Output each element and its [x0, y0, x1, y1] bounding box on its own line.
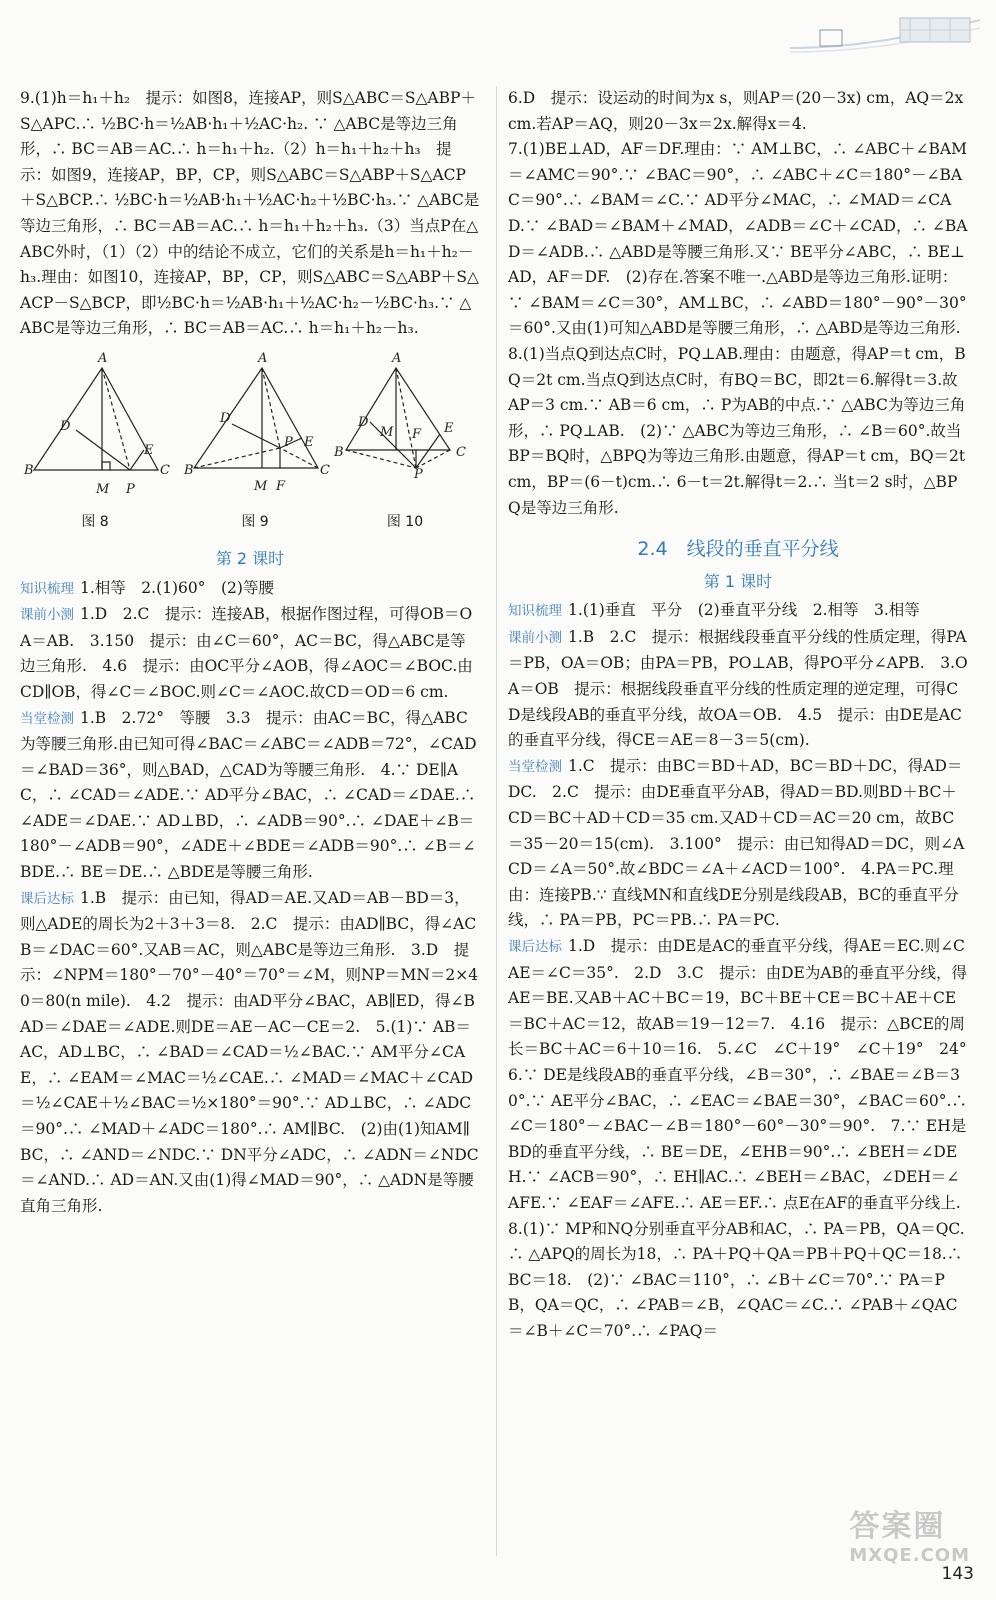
section-title: 2.4 线段的垂直平分线 [637, 538, 839, 561]
svg-text:M: M [380, 424, 394, 440]
tag-pre-quiz: 课前小测 [508, 629, 562, 646]
figure-10 [330, 350, 480, 536]
left-column [20, 86, 480, 1219]
svg-text:E: E [144, 442, 154, 458]
svg-text:D: D [60, 418, 71, 434]
svg-text:E: E [444, 420, 454, 436]
svg-text:P: P [284, 434, 293, 450]
tag-class-check: 当堂检测 [20, 710, 74, 727]
column-divider [496, 86, 497, 1556]
svg-text:D: D [358, 414, 369, 430]
svg-text:B: B [184, 462, 194, 478]
watermark [849, 1501, 970, 1566]
tag-knowledge: 知识梳理 [20, 580, 74, 597]
tag-homework: 课后达标 [20, 890, 74, 907]
svg-text:P: P [126, 481, 135, 497]
svg-text:M: M [96, 481, 110, 497]
svg-text:A: A [98, 350, 108, 366]
class-check-answers: 1.B 2.72° 等腰 3.3 提示：由AC＝BC，得△ABC为等腰三角形.由已知可得∠BAC＝∠ABC＝∠ADB＝72°，∠CAD＝∠BAD＝36°，则△BAD，△CAD为等腰三角形. 4.∵ DE∥AC，∴ ∠CAD＝∠ADE.∵ AD平分∠BAC，∴ ∠CAD＝∠DAE.∴ ∠ADE＝∠DAE.∵ AD⊥BD，∴ ∠ADB＝90°.∴ ∠DAE＋∠B＝180°－∠ADB＝90°，∠ADE＋∠BDE＝∠ADB＝90°.∴ ∠B＝∠BDE.∴ BE＝DE.∴ △BDE是等腰三角形. [20, 708, 477, 882]
pre-quiz-answers: 1.D 2.C 提示：连接AB，根据作图过程，可得OB＝OA＝AB. 3.150 提示：由∠C＝60°，AC＝BC，得△ABC是等边三角形. 4.6 提示：由OC平分∠AOB，得∠AOC＝∠BOC.由CD∥OB，得∠C＝∠BOC.则∠C＝∠AOC.故CD＝OD＝6 cm. [20, 605, 473, 701]
knowledge-answers: 1.(1)垂直 平分 (2)垂直平分线 2.相等 3.相等 [568, 601, 920, 620]
svg-text:M: M [254, 478, 268, 494]
svg-text:B: B [24, 462, 34, 478]
tag-class-check: 当堂检测 [508, 758, 562, 775]
header-decoration [790, 8, 980, 58]
class-check-answers: 1.C 提示：由BC＝BD＋AD，BC＝BD＋DC，得AD＝DC. 2.C 提示：由DE垂直平分AB，得AD＝BD.则BD＋BC＋CD＝BC＋AD＋CD＝35 cm.又AD＋CD＝AC＝20 cm，故BC＝35－20＝15(cm). 3.100° 提示：由已知得AD＝DC，则∠ACD＝∠A＝50°.故∠BDC＝∠A＋∠ACD＝100°. 4.PA＝PC.理由：连接PB.∵ 直线MN和直线DE分别是线段AB，BC的垂直平分线，∴ PA＝PB，PC＝PB.∴ PA＝PC. [508, 756, 965, 930]
svg-text:C: C [160, 462, 170, 478]
svg-text:F: F [276, 478, 286, 494]
tag-pre-quiz: 课前小测 [20, 607, 74, 624]
knowledge-answers: 1.相等 2.(1)60° (2)等腰 [80, 578, 274, 597]
watermark-line-1: 答案圈 [849, 1509, 946, 1544]
svg-text:B: B [334, 444, 344, 460]
tag-knowledge: 知识梳理 [508, 603, 562, 620]
svg-text:D: D [220, 410, 231, 426]
svg-text:C: C [456, 444, 466, 460]
answer-6: 6.D 提示：设运动的时间为x s，则AP＝(20－3x) cm，AQ＝2x cm.若AP＝AQ，则20－3x＝2x.解得x＝4. [508, 89, 964, 133]
lesson-1-title: 第 1 课时 [703, 571, 773, 591]
lesson-2-title: 第 2 课时 [215, 548, 285, 568]
homework-answers: 1.D 提示：由DE是AC的垂直平分线，得AE＝EC.则∠CAE＝∠C＝35°. 2.D 3.C 提示：由DE为AB的垂直平分线，得AE＝BE.又AB＋AC＋BC＝19，BC＋BE＋CE＝BC＋AE＋CE＝BC＋AC＝12，故AB＝19－12＝7. 4.16 提示：△BCE的周长＝BC＋AC＝6＋10＝16. 5.∠C ∠C＋19° ∠C＋19° 24° 6.∵ DE是线段AB的垂直平分线，∠B＝30°，∴ ∠BAE＝∠B＝30°.∵ AE平分∠BAC，∴ ∠EAC＝∠BAE＝30°，∠BAC＝60°.∴ ∠C＝180°－∠BAC－∠B＝180°－60°－30°＝90°. 7.∵ EH是BD的垂直平分线，∴ BE＝DE，∠EHB＝90°.∴ ∠BEH＝∠DEH.∵ ∠ACB＝90°，∴ EH∥AC.∴ ∠BEH＝∠BAC，∠DEH＝∠AFE.∵ ∠EAF＝∠AFE.∴ AE＝EF.∴ 点E在AF的垂直平分线上. 8.(1)∵ MP和NQ分别垂直平分AB和AC，∴ PA＝PB，QA＝QC.∴ △APQ的周长为18，∴ PA＋PQ＋QA＝PB＋PQ＋QC＝18.∴ BC＝18. (2)∵ ∠BAC＝110°，∴ ∠B＋∠C＝70°.∵ PA＝PB，QA＝QC，∴ ∠PAB＝∠B，∠QAC＝∠C.∴ ∠PAB＋∠QAC＝∠B＋∠C＝70°.∴ ∠PAQ＝ [508, 937, 983, 1340]
pre-quiz-answers: 1.B 2.C 提示：根据线段垂直平分线的性质定理，得PA＝PB，OA＝OB；由PA＝PB，PO⊥AB，得PO平分∠APB. 3.OA＝OB 提示：根据线段垂直平分线的性质定理的逆定理，可得CD是线段AB的垂直平分线，故OA＝OB. 4.5 提示：由DE是AC的垂直平分线，得CE＝AE＝8－3＝5(cm). [508, 627, 968, 750]
svg-text:A: A [392, 350, 402, 366]
right-column [508, 86, 983, 1345]
figure-9 [180, 350, 330, 536]
answer-9: 9.(1)h＝h₁＋h₂ 提示：如图8，连接AP，则S△ABC＝S△ABP＋S△APC.∴ ½BC·h＝½AB·h₁＋½AC·h₂. ∵ △ABC是等边三角形，∴ BC＝AB＝AC.∴ h＝h₁＋h₂.（2）h＝h₁＋h₂＋h₃ 提示：如图9，连接AP，BP，CP，则S△ABC＝S△ABP＋S△ACP＋S△BCP.∴ ½BC·h＝½AB·h₁＋½AC·h₂＋½BC·h₃.∵ △ABC是等边三角形，∴ BC＝AB＝AC.∴ h＝h₁＋h₂＋h₃.（3）当点P在△ABC外时，（1）（2）中的结论不成立，它们的关系是h＝h₁＋h₂－h₃.理由：如图10，连接AP，BP，CP，则S△ABC＝S△ABP＋S△ACP－S△BCP，即½BC·h＝½AB·h₁＋½AC·h₂－½BC·h₃.∵ △ABC是等边三角形，∴ BC＝AB＝AC.∴ h＝h₁＋h₂－h₃. [20, 89, 480, 338]
answer-8: 8.(1)当点Q到达点C时，PQ⊥AB.理由：由题意，得AP＝t cm，BQ＝2t cm.当点Q到达点C时，有BQ＝BC，即2t＝6.解得t＝3.故AP＝3 cm.∵ AB＝6 cm，∴ P为AB的中点.∵ △ABC为等边三角形，∴ PQ⊥AB. (2)∵ △ABC为等边三角形，∴ ∠B＝60°.故当BP＝BQ时，△BPQ为等边三角形.由题意，得AP＝t cm，BQ＝2t cm，BP＝(6－t)cm.∴ 6－t＝2t.解得t＝2.∴ 当t＝2 s时，△BPQ是等边三角形. [508, 344, 966, 517]
svg-text:C: C [320, 462, 330, 478]
figure-row [20, 350, 480, 540]
page-number: 143 [941, 1564, 974, 1584]
figure-10-caption: 图 10 [386, 513, 424, 530]
tag-homework: 课后达标 [508, 939, 562, 955]
svg-text:E: E [304, 434, 314, 450]
watermark-line-2: MXQE.COM [849, 1545, 970, 1566]
svg-text:A: A [258, 350, 268, 366]
svg-text:P: P [414, 466, 423, 482]
figure-8-caption: 图 8 [81, 513, 109, 530]
homework-answers: 1.B 提示：由已知，得AD＝AE.又AD＝AB－BD＝3，则△ADE的周长为2＋3＋3＝8. 2.C 提示：由AD∥BC，得∠ACB＝∠DAC＝60°.又AB＝AC，则△ABC是等边三角形. 3.D 提示：∠NPM＝180°－70°－40°＝70°＝∠M，则NP＝MN＝2×40＝80(n mile). 4.2 提示：由AD平分∠BAC，AB∥ED，得∠BAD＝∠DAE＝∠ADE.则DE＝AE－AC－CE＝2. 5.(1)∵ AB＝AC，AD⊥BC，∴ ∠BAD＝∠CAD＝½∠BAC.∵ AM平分∠CAE，∴ ∠EAM＝∠MAC＝½∠CAE.∴ ∠MAD＝∠MAC＋∠CAD＝½∠CAE＋½∠BAC＝½×180°＝90°.∵ AD⊥BC，∴ ∠ADC＝90°.∴ ∠MAD＋∠ADC＝180°.∴ AM∥BC. (2)由(1)知AM∥BC，∴ ∠AND＝∠NDC.∵ DN平分∠ADC，∴ ∠ADN＝∠NDC＝∠AND.∴ AD＝AN.又由(1)得∠MAD＝90°，∴ △ADN是等腰直角三角形. [20, 888, 479, 1215]
svg-text:F: F [412, 426, 422, 442]
figure-9-caption: 图 9 [241, 513, 269, 530]
answer-7: 7.(1)BE⊥AD，AF＝DF.理由：∵ AM⊥BC，∴ ∠ABC＋∠BAM＝∠AMC＝90°.∵ ∠BAC＝90°，∴ ∠ABC＋∠C＝180°－∠BAC＝90°.∴ ∠BAM＝∠C.∵ AD平分∠MAC，∴ ∠MAD＝∠CAD.∵ ∠BAD＝∠BAM＋∠MAD，∠ADB＝∠C＋∠CAD，∴ ∠BAD＝∠ADB.∴ △ABD是等腰三角形.又∵ BE平分∠ABC，∴ BE⊥AD，AF＝DF. (2)存在.答案不唯一.△ABD是等边三角形.证明：∵ ∠BAM＝∠C＝30°，AM⊥BC，∴ ∠ABD＝180°－90°－30°＝60°.又由(1)可知△ABD是等腰三角形，∴ △ABD是等边三角形. [508, 140, 968, 338]
figure-8 [20, 350, 170, 536]
